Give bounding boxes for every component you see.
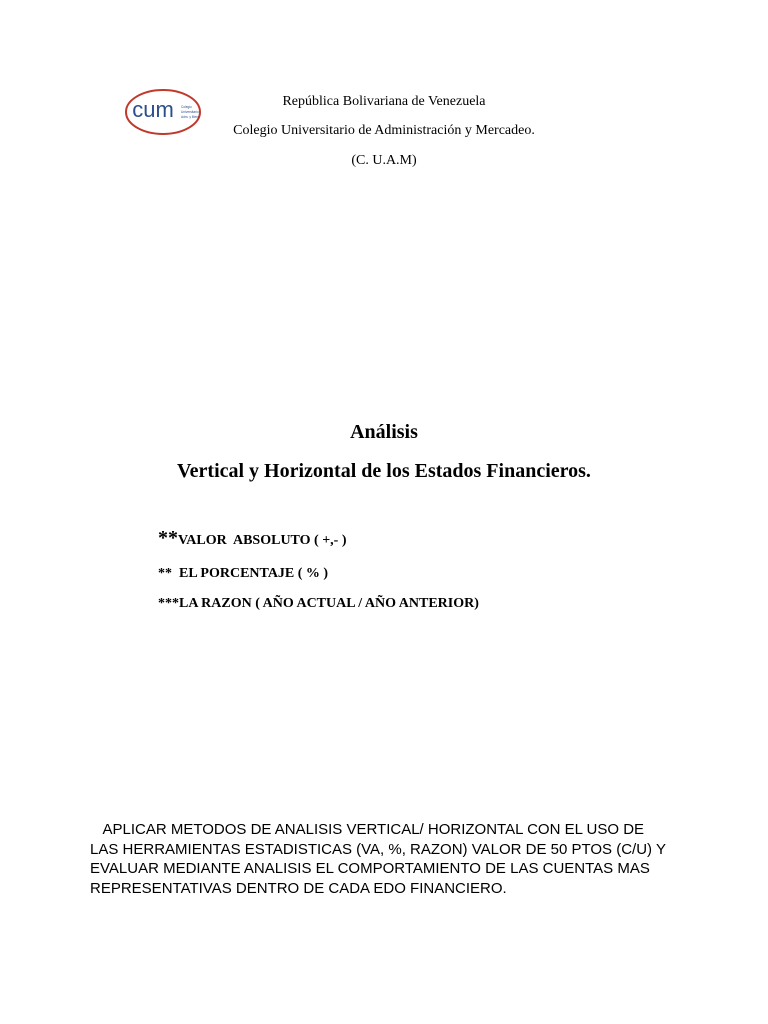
svg-text:Colegio: Colegio xyxy=(181,105,192,109)
svg-text:Universitario: Universitario xyxy=(181,110,199,114)
list-item-porcentaje xyxy=(158,566,328,582)
svg-text:Adm. y Merc.: Adm. y Merc. xyxy=(181,115,200,119)
svg-text:cum: cum xyxy=(132,97,174,122)
list-item-razon xyxy=(158,596,479,612)
header-country: República Bolivariana de Venezuela xyxy=(282,94,486,109)
header-acronym: (C. U.A.M) xyxy=(351,153,417,168)
header-institution: Colegio Universitario de Administración y Mercadeo. xyxy=(233,123,535,138)
item-text: LA RAZON ( AÑO ACTUAL / AÑO ANTERIOR) xyxy=(179,596,479,611)
document-title: Análisis xyxy=(350,421,418,443)
instructions-paragraph: APLICAR METODOS DE ANALISIS VERTICAL/ HORIZONTAL CON EL USO DE LAS HERRAMIENTAS ESTADISTICAS (VA, %, RAZON) VALOR DE 50 PTOS (C/U) Y EVALUAR MEDIANTE ANALISIS EL COMPORTAMIENTO DE LAS CUENTAS MAS REPRESENTATIVAS DENTRO DE CADA EDO FINANCIERO. xyxy=(90,821,666,897)
item-prefix: ** xyxy=(158,527,178,549)
document-subtitle: Vertical y Horizontal de los Estados Financieros. xyxy=(177,460,591,482)
list-item-valor-absoluto xyxy=(158,527,347,549)
item-text: EL PORCENTAJE ( % ) xyxy=(172,566,329,581)
item-prefix: ** xyxy=(158,566,172,581)
item-prefix: *** xyxy=(158,596,179,611)
item-text: VALOR ABSOLUTO ( +,- ) xyxy=(178,533,347,548)
